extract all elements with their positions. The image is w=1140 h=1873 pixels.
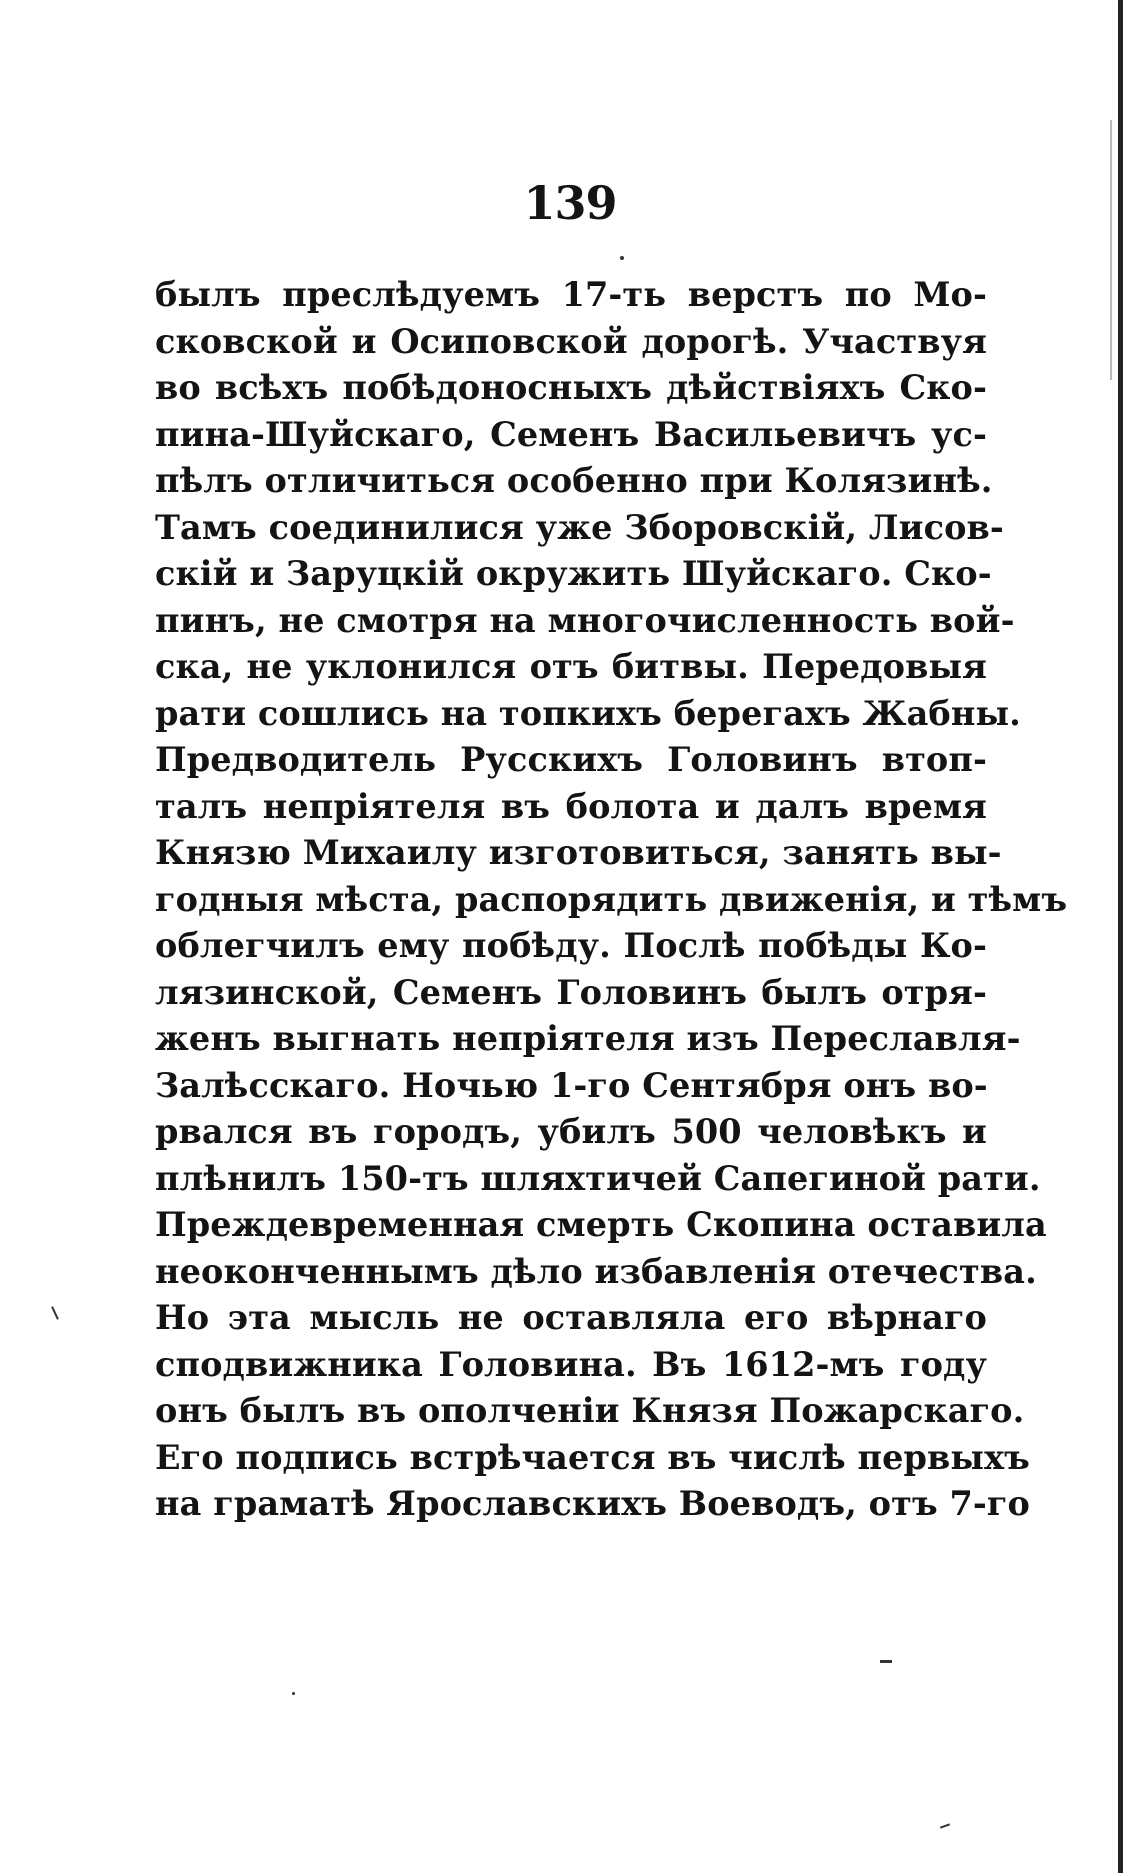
text-line: онъ былъ въ ополченіи Князя Пожарскаго. [155, 1391, 1025, 1430]
text-line: неоконченнымъ дѣло избавленія отечества. [155, 1251, 1037, 1291]
text-line: во всѣхъ побѣдоносныхъ дѣйствіяхъ Ско- [155, 368, 987, 407]
scan-speck [880, 1660, 892, 1663]
scan-speck [620, 256, 624, 260]
text-line: рвался въ городъ, убилъ 500 человѣкъ и [155, 1112, 987, 1151]
text-line: талъ непріятеля въ болота и далъ время [155, 786, 987, 826]
text-line: Преждевременная смерть Скопина оставила [155, 1205, 1047, 1244]
text-line: Князю Михаилу изготовиться, занять вы- [155, 833, 1002, 872]
text-line: пина-Шуйскаго, Семенъ Васильевичъ ус- [155, 414, 987, 454]
page-number: 139 [523, 176, 617, 230]
text-line: годныя мѣста, распорядить движенія, и тѣмъ [155, 879, 1068, 919]
text-line: облегчилъ ему побѣду. Послѣ побѣды Ко- [155, 926, 987, 965]
scan-speck [940, 1823, 950, 1828]
body-text [155, 272, 1068, 1528]
text-line: Предводитель Русскихъ Головинъ втоп- [155, 740, 987, 779]
text-line: Но эта мысль не оставляла его вѣрнаго [155, 1298, 987, 1337]
text-line: женъ выгнать непріятеля изъ Переславля- [155, 1019, 1021, 1058]
text-line: пинъ, не смотря на многочисленность вой- [155, 600, 1015, 640]
text-line: пѣлъ отличиться особенно при Колязинѣ. [155, 461, 993, 500]
page-edge-rule [1118, 0, 1123, 1873]
text-line: сподвижника Головина. Въ 1612-мъ году [155, 1344, 987, 1384]
text-line: плѣнилъ 150-тъ шляхтичей Сапегиной рати. [155, 1158, 1041, 1198]
text-line: Его подпись встрѣчается въ числѣ первыхъ [155, 1437, 1030, 1477]
text-line: сковской и Осиповской дорогѣ. Участвуя [155, 321, 987, 361]
text-line: ска, не уклонился отъ битвы. Передовыя [155, 647, 987, 686]
page-edge-shadow [1110, 120, 1112, 380]
scan-speck [292, 1692, 295, 1695]
text-line: былъ преслѣдуемъ 17-ть верстъ по Мо- [155, 275, 987, 314]
text-line: рати сошлись на топкихъ берегахъ Жабны. [155, 693, 1021, 733]
text-line: Залѣсскаго. Ночью 1-го Сентября онъ во- [155, 1065, 988, 1105]
text-line: на граматѣ Ярославскихъ Воеводъ, отъ 7-го [155, 1484, 1031, 1523]
text-line: лязинской, Семенъ Головинъ былъ отря- [155, 972, 987, 1012]
text-line: Тамъ соединилися уже Зборовскій, Лисов- [155, 507, 1004, 547]
scan-speck [51, 1306, 59, 1320]
text-line: скій и Заруцкій окружить Шуйскаго. Ско- [155, 554, 992, 593]
